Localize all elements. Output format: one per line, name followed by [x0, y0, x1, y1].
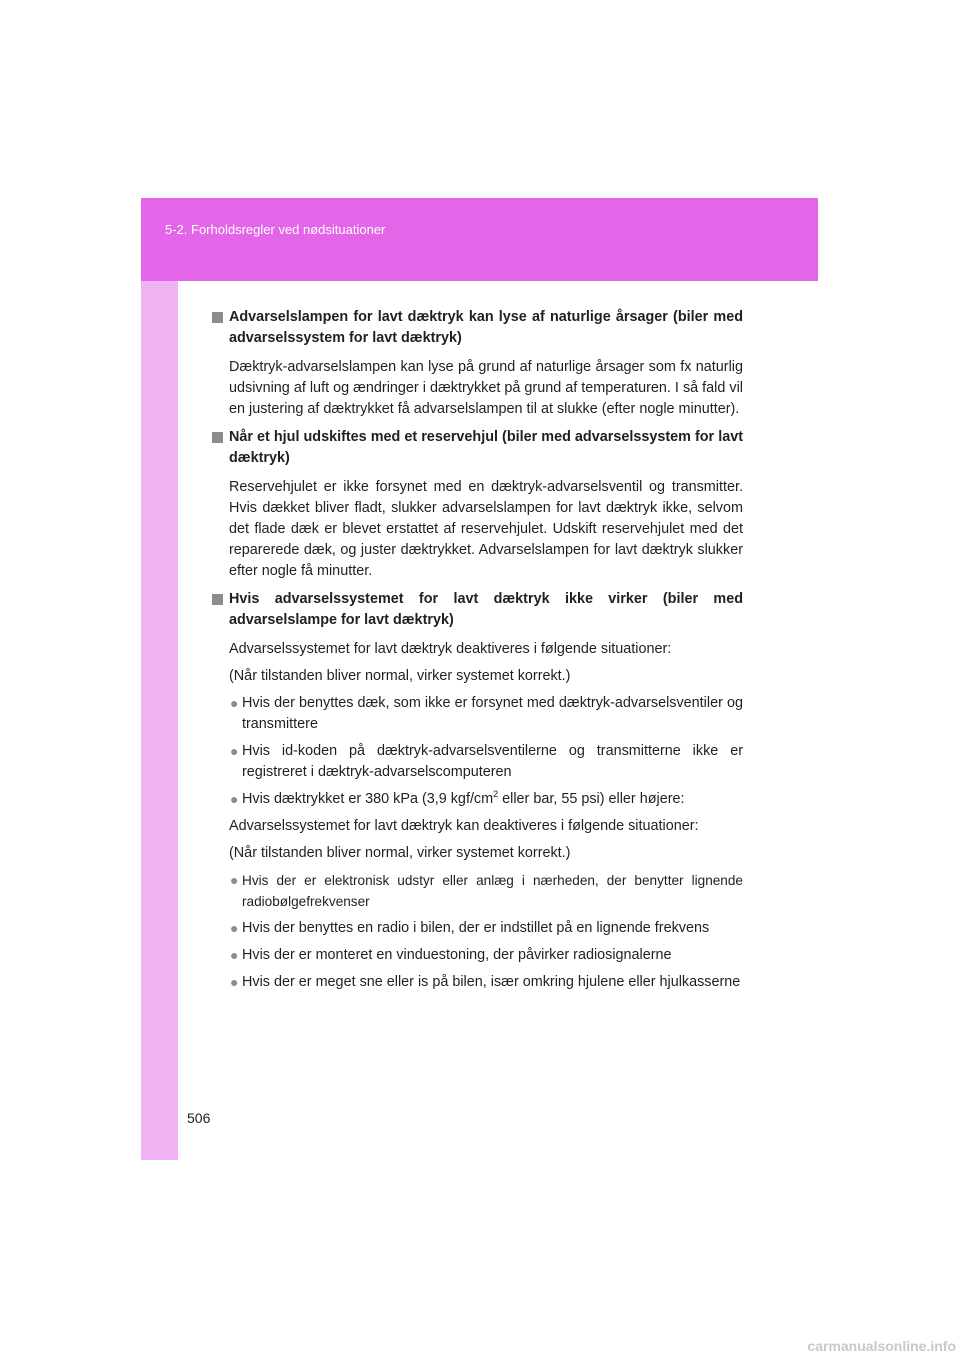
list-item: [230, 741, 743, 783]
square-bullet-icon: [212, 432, 223, 443]
list-item-text: Hvis der er monteret en vinduestoning, der påvirker radiosignalerne: [242, 947, 672, 963]
list-item: [230, 789, 743, 810]
page-content: [212, 307, 743, 993]
list-item-text: Hvis der benyttes en radio i bilen, der er indstillet på en lignende frekvens: [242, 920, 710, 936]
watermark-logo: [780, 1318, 960, 1358]
watermark-text: carmanualsonline.info: [807, 1338, 956, 1354]
section-title: Advarselslampen for lavt dæktryk kan lyse af naturlige årsager (biler med advarselssystem for lavt dæktryk): [229, 309, 743, 346]
left-color-band: [141, 198, 178, 1160]
circle-bullet-icon: ●: [230, 947, 239, 963]
section-title: Hvis advarselssystemet for lavt dæktryk ikke virker (biler med advarselslampe for lavt dæktryk): [229, 591, 743, 628]
list-item: [230, 972, 743, 993]
circle-bullet-icon: ●: [230, 695, 239, 711]
list-item-text: Hvis der er meget sne eller is på bilen, især omkring hjulene eller hjulkasserne: [242, 974, 741, 990]
list-item-text: Hvis der er elektronisk udstyr eller anlæg i nærheden, der benytter lignende radiobølgefrekvenser: [242, 873, 743, 909]
circle-bullet-icon: ●: [230, 743, 239, 759]
list-item: [230, 945, 743, 966]
intro-text: Advarselssystemet for lavt dæktryk kan deaktiveres i følgende situationer:: [229, 818, 699, 834]
section-header: 5-2. Forholdsregler ved nødsituationer: [165, 222, 386, 237]
section-1: [212, 307, 743, 349]
list-item-text: Hvis der benyttes dæk, som ikke er forsynet med dæktryk-advarselsventiler og transmittere: [242, 695, 743, 732]
square-bullet-icon: [212, 594, 223, 605]
circle-bullet-icon: ●: [230, 791, 239, 807]
list-item-text: Hvis id-koden på dæktryk-advarselsventilerne og transmitterne ikke er registreret i dæktryk-advarselscomputeren: [242, 743, 743, 780]
section-title: Når et hjul udskiftes med et reservehjul (biler med advarselssystem for lavt dæktryk): [229, 429, 743, 466]
section-2: [212, 427, 743, 469]
circle-bullet-icon: ●: [230, 872, 239, 888]
header-bar: [141, 198, 818, 281]
list-item: [230, 870, 743, 912]
list-item-text-pre: Hvis dæktrykket er 380 kPa (3,9 kgf/cm: [242, 791, 494, 807]
superscript: 2: [493, 789, 499, 800]
circle-bullet-icon: ●: [230, 974, 239, 990]
list-item: [230, 693, 743, 735]
list-item-text-post: eller bar, 55 psi) eller højere:: [498, 791, 685, 807]
list-item: [230, 918, 743, 939]
page-number: 506: [187, 1110, 211, 1126]
section-body: Dæktryk-advarselslampen kan lyse på grund af naturlige årsager som fx naturlig udsivning af luft og ændringer i dæktrykket på grund af temperaturen. I så fald vil en justering af dæktrykket få advarselslampen til at slukke (efter nogle minutter).: [229, 359, 743, 417]
square-bullet-icon: [212, 312, 223, 323]
circle-bullet-icon: ●: [230, 920, 239, 936]
intro-note: (Når tilstanden bliver normal, virker systemet korrekt.): [229, 668, 571, 684]
section-3: [212, 589, 743, 631]
intro-text: Advarselssystemet for lavt dæktryk deaktiveres i følgende situationer:: [229, 641, 672, 657]
intro-note: (Når tilstanden bliver normal, virker systemet korrekt.): [229, 845, 571, 861]
section-body: Reservehjulet er ikke forsynet med en dæktryk-advarselsventil og transmitter. Hvis dækket bliver fladt, slukker advarselslampen for lavt dæktryk ikke, selvom det flade dæk er blevet erstattet af reservehjulet. Udskift reservehjulet med det reparerede dæk, og juster dæktrykket. Advarselslampen for lavt dæktryk slukker efter nogle få minutter.: [229, 479, 743, 579]
